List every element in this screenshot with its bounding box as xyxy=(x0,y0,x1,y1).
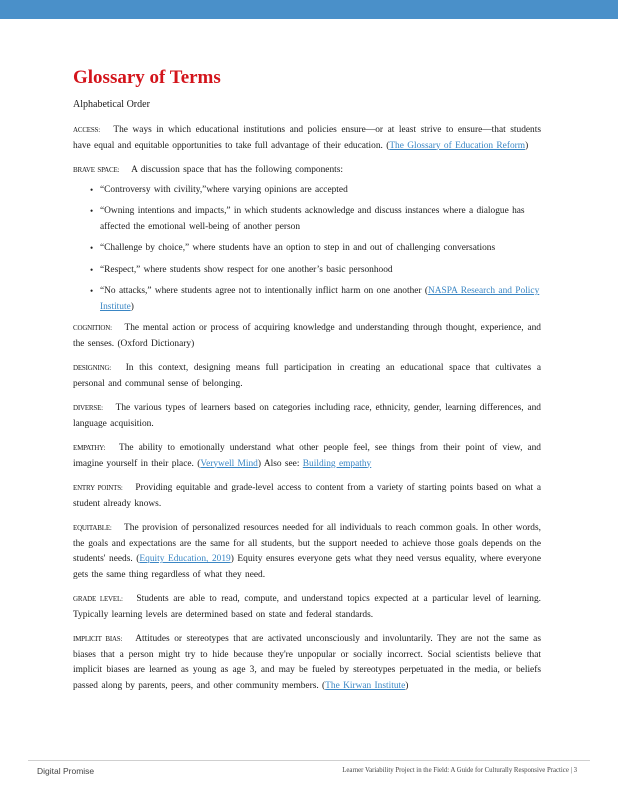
document-body xyxy=(73,66,541,703)
term-label: IMPLICIT BIAS: xyxy=(73,635,123,643)
definition-text: The ways in which educational institutions and policies ensure—or at least strive to ensure—that students have equal and equitable opportunities to take full advantage of their education. xyxy=(73,125,541,151)
list-item xyxy=(73,204,541,235)
list-item xyxy=(73,183,541,199)
glossary-entry-brave-space xyxy=(73,163,541,179)
glossary-entry-diverse xyxy=(73,401,541,432)
glossary-entry-cognition xyxy=(73,321,541,352)
header-bar xyxy=(0,0,618,19)
definition-text: The ability to emotionally understand what other people feel, see things from their point of view, and imagine yourself in their place. xyxy=(73,443,541,469)
definition-also-see: ) Also see: xyxy=(257,458,300,469)
footer-divider xyxy=(28,760,590,761)
glossary-entry-access xyxy=(73,123,541,154)
source-link-equity-education[interactable]: Equity Education, 2019 xyxy=(139,554,231,564)
term-label: ENTRY POINTS: xyxy=(73,484,123,492)
definition-text: The mental action or process of acquiring knowledge and understanding through thought, experience, and the senses. (Oxford Dictionary) xyxy=(73,323,541,349)
term-label: EMPATHY: xyxy=(73,444,106,452)
list-item-text: “Challenge by choice,” where students have an option to step in and out of challenging conversations xyxy=(100,243,496,253)
glossary-entry-grade-level xyxy=(73,592,541,623)
source-link-building-empathy[interactable]: Building empathy xyxy=(302,458,372,469)
definition-text: A discussion space that has the following components: xyxy=(131,165,344,175)
definition-paren-close: ) xyxy=(525,140,529,151)
page-subtitle: Alphabetical Order xyxy=(73,99,150,110)
term-label: ACCESS: xyxy=(73,126,100,134)
footer-brand: Digital Promise xyxy=(37,766,95,776)
list-item xyxy=(73,284,541,315)
definition-text: The provision of personalized resources needed for all individuals to reach common goals. In other words, the goals and expectations are the same for all students, but the support needed to achieve those goals depends on the students' needs. xyxy=(73,523,541,564)
definition-paren-close: ) xyxy=(405,680,409,691)
term-label: DIVERSE: xyxy=(73,404,103,412)
definition-continuation: ) Equity ensures everyone gets what they need versus equality, where everyone gets the same thing regardless of what they need. xyxy=(73,554,542,580)
source-link-glossary[interactable]: The Glossary of Education Reform xyxy=(389,140,526,151)
definition-text: Providing equitable and grade-level access to content from a variety of starting points based on what a student already knows. xyxy=(73,483,541,509)
term-label: COGNITION: xyxy=(73,324,112,332)
paren-open: ( xyxy=(424,286,429,296)
definition-text: The various types of learners based on categories including race, ethnicity, gender, learning differences, and language acquisition. xyxy=(73,403,541,429)
term-label: GRADE LEVEL: xyxy=(73,595,123,603)
term-label: EQUITABLE: xyxy=(73,524,112,532)
definition-paren-open: ( xyxy=(322,680,326,691)
footer-page-info: Learner Variability Project in the Field: A Guide for Culturally Responsive Practice | 3 xyxy=(342,767,577,774)
list-item-text: “Respect,” where students show respect for one another’s basic personhood xyxy=(100,264,393,275)
term-label: BRAVE SPACE: xyxy=(73,166,120,174)
source-link-kirwan[interactable]: The Kirwan Institute xyxy=(325,680,406,691)
source-link-naspa[interactable]: NASPA Research and Policy Institute xyxy=(100,286,540,312)
glossary-entry-implicit-bias xyxy=(73,632,541,694)
list-item xyxy=(73,263,541,279)
source-link-verywell[interactable]: Verywell Mind xyxy=(200,458,258,469)
term-label: DESIGNING: xyxy=(73,364,112,372)
glossary-entry-designing xyxy=(73,361,541,392)
list-item-text: “Controversy with civility,”where varying opinions are accepted xyxy=(100,184,348,195)
glossary-entry-equitable xyxy=(73,521,541,583)
definition-text: In this context, designing means full participation in creating an educational space that cultivates a personal and communal sense of belonging. xyxy=(73,363,541,389)
definition-paren-open: ( xyxy=(197,458,201,469)
list-item-text: “No attacks,” where students agree not to intentionally inflict harm on one another xyxy=(100,286,422,296)
list-item-text: “Owning intentions and impacts,” in which students acknowledge and discuss instances where a dialogue has affected the emotional well-being of another person xyxy=(100,206,525,232)
definition-text: Attitudes or stereotypes that are activated unconsciously and involuntarily. They are not the same as biases that a person might try to hide because they're unpopular or socially incorrect. Social scientists believe that implicit biases are learned as young as age 3, and may be fueled by stereotypes perpetuated in the media, or beliefs passed along by parents, peers, and other community members. xyxy=(73,634,541,691)
brave-space-list xyxy=(73,183,541,316)
glossary-entry-entry-points xyxy=(73,481,541,512)
list-item xyxy=(73,241,541,257)
page-title: Glossary of Terms xyxy=(73,67,221,88)
glossary-entry-empathy xyxy=(73,441,541,472)
definition-text: Students are able to read, compute, and understand topics expected at a particular level of learning. Typically learning levels are determined based on state and federal standards. xyxy=(73,594,541,620)
definition-paren-open: ( xyxy=(386,140,390,151)
paren-close: ) xyxy=(130,301,134,312)
definition-paren-open: ( xyxy=(136,554,140,564)
